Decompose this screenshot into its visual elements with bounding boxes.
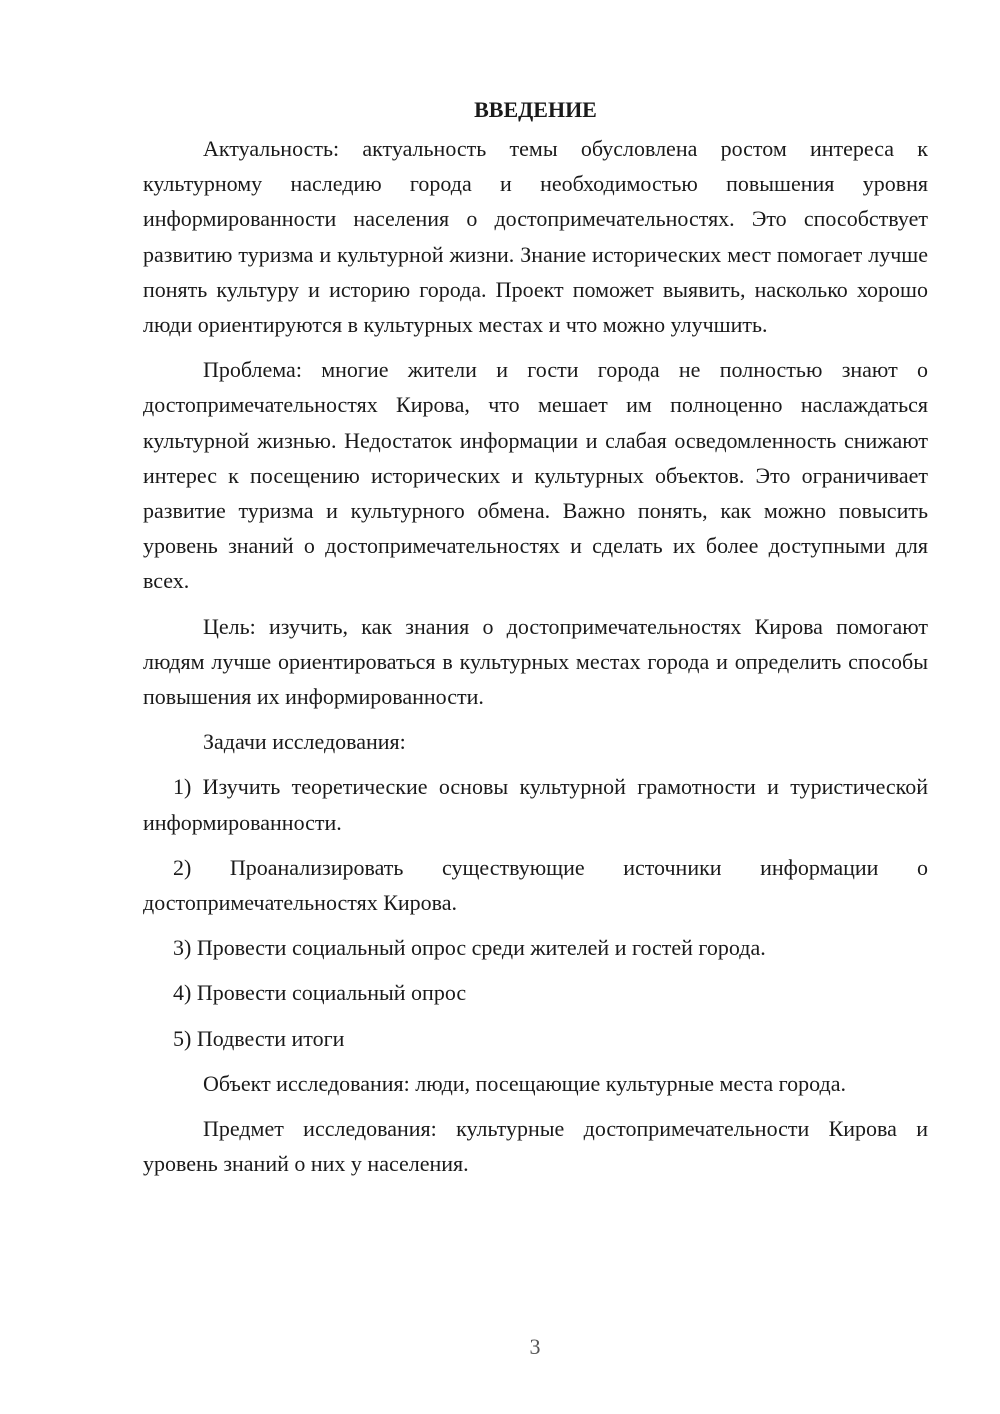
task-item: 5) Подвести итоги bbox=[173, 1025, 345, 1051]
page-content bbox=[143, 92, 928, 1191]
subject-paragraph: Предмет исследования: культурные достопримечательности Кирова и уровень знаний о них у населения. bbox=[143, 1116, 928, 1177]
page-title: ВВЕДЕНИЕ bbox=[474, 97, 597, 122]
problem-paragraph: Проблема: многие жители и гости города не полностью знают о достопримечательностях Кирова, что мешает им полноценно наслаждаться культурной жизнью. Недостаток информации и слабая осведомленность снижают интерес к посещению исторических и культурных объектов. Это ограничивает развитие туризма и культурного обмена. Важно понять, как можно повысить уровень знаний о достопримечательностях и сделать их более доступными для всех. bbox=[143, 357, 928, 594]
object-paragraph: Объект исследования: люди, посещающие культурные места города. bbox=[203, 1070, 846, 1096]
task-item: 4) Провести социальный опрос bbox=[173, 980, 467, 1006]
task-item: 2) Проанализировать существующие источники информации о достопримечательностях Кирова. bbox=[143, 854, 928, 916]
page-number: 3 bbox=[529, 1334, 541, 1359]
task-item: 3) Провести социальный опрос среди жителей и гостей города. bbox=[173, 935, 766, 961]
relevance-paragraph: Актуальность: актуальность темы обусловлена ростом интереса к культурному наследию города и необходимостью повышения уровня информированности населения о достопримечательностях. Это способствует развитию туризма и культурной жизни. Знание исторических мест помогает лучше понять культуру и историю города. Проект поможет выявить, насколько хорошо люди ориентируются в культурных местах и что можно улучшить. bbox=[143, 136, 928, 338]
task-item: 1) Изучить теоретические основы культурной грамотности и туристической информированности. bbox=[143, 774, 928, 835]
tasks-heading: Задачи исследования: bbox=[203, 729, 406, 755]
goal-paragraph: Цель: изучить, как знания о достопримечательностях Кирова помогают людям лучше ориентироваться в культурных местах города и определить способы повышения их информированности. bbox=[143, 613, 928, 710]
